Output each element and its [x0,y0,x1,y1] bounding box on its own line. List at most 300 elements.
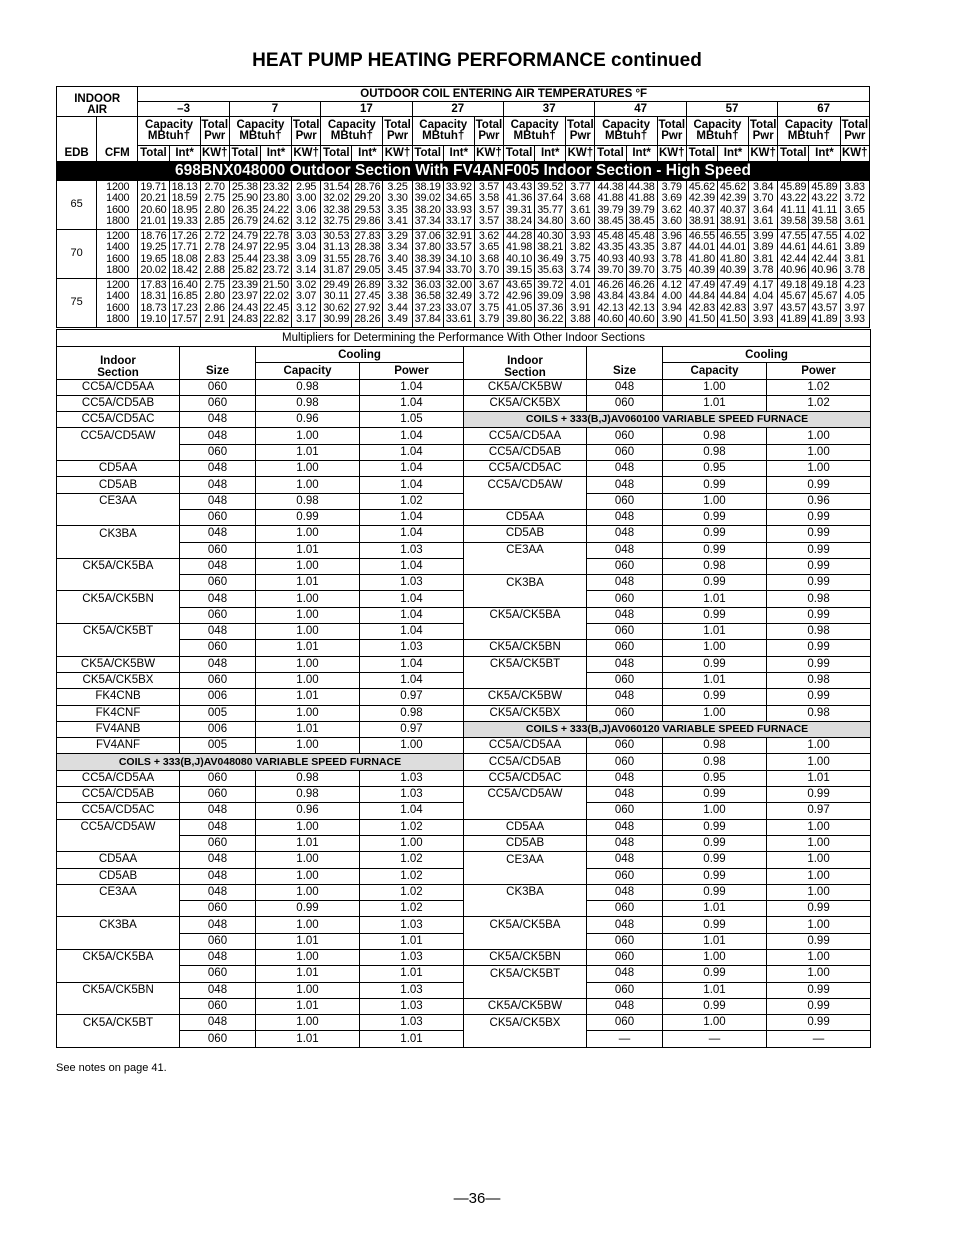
size: 060 [587,1015,663,1031]
power-multiplier: 1.02 [360,493,464,509]
multiplier-row [57,591,871,607]
indoor-section: CC5A/CD5AB [464,754,587,770]
edb-spacer [57,117,97,146]
capacity-multiplier: 1.01 [256,689,360,705]
power-multiplier: 1.03 [360,949,464,965]
multiplier-row [57,787,871,803]
size: 060 [180,607,256,623]
performance-cell: 18.76 19.25 19.65 20.02 [138,229,169,278]
power-header: Power [767,363,871,379]
performance-cell: 25.38 25.90 26.35 26.79 [229,180,260,229]
size: 060 [587,444,663,460]
kw-subheader: KW† [566,146,595,162]
multiplier-row [57,461,871,477]
indoor-section [57,998,180,1014]
power-multiplier: — [767,1031,871,1047]
indoor-section: CK3BA [57,917,180,933]
indoor-section [57,444,180,460]
indoor-section [464,493,587,509]
multiplier-row [57,852,871,868]
capacity-multiplier: 1.00 [256,884,360,900]
indoor-section: CK5A/CK5BT [57,624,180,640]
indoor-section: CK5A/CK5BN [57,591,180,607]
size: 060 [587,933,663,949]
performance-cell: 43.65 42.96 41.05 39.80 [504,278,535,327]
power-multiplier: 0.99 [767,607,871,623]
indoor-section: CC5A/CD5AC [464,461,587,477]
performance-cell: 16.40 16.85 17.23 17.57 [169,278,200,327]
indoor-section: CC5A/CD5AW [464,787,587,803]
size: 048 [180,656,256,672]
total-subheader: Total [412,146,443,162]
capacity-multiplier: 1.00 [256,738,360,754]
capacity-multiplier: 1.00 [663,379,767,395]
size: 060 [180,835,256,851]
indoor-section: CC5A/CD5AW [464,477,587,493]
capacity-multiplier: 0.99 [663,966,767,982]
capacity-multiplier: 1.00 [663,803,767,819]
size: 060 [587,754,663,770]
total-power-header: Total Pwr [657,117,686,146]
performance-cell: 45.89 43.22 41.11 39.58 [809,180,840,229]
performance-cell: 39.52 37.64 35.77 34.80 [535,180,566,229]
capacity-multiplier: 0.96 [256,803,360,819]
multiplier-row [57,672,871,688]
size: 005 [180,738,256,754]
capacity-multiplier: 1.00 [256,868,360,884]
power-multiplier: 1.03 [360,917,464,933]
indoor-section: CC5A/CD5AC [464,770,587,786]
capacity-multiplier: 1.01 [663,672,767,688]
indoor-section: CC5A/CD5AA [464,428,587,444]
performance-cell: 3.84 3.70 3.64 3.61 [749,180,778,229]
multiplier-row [57,444,871,460]
size: 060 [587,705,663,721]
edb-header: EDB [57,146,97,162]
multiplier-row [57,754,871,770]
power-header: Power [360,363,464,379]
power-multiplier: 1.00 [767,738,871,754]
furnace-band: COILS + 333(B,J)AV060100 VARIABLE SPEED FURNACE [464,412,871,428]
indoor-section [464,624,587,640]
performance-cell: 32.00 32.49 33.07 33.61 [443,278,474,327]
size: 048 [587,787,663,803]
indoor-section [57,640,180,656]
indoor-section: CE3AA [57,493,180,509]
size: 048 [180,461,256,477]
power-multiplier: 1.00 [767,917,871,933]
int-subheader: Int* [260,146,291,162]
power-multiplier: 1.03 [360,575,464,591]
power-multiplier: 1.01 [767,770,871,786]
power-multiplier: 0.97 [360,721,464,737]
capacity-multiplier: 1.01 [663,982,767,998]
indoor-section: CD5AB [57,868,180,884]
size: 060 [587,493,663,509]
indoor-section: CK5A/CK5BT [464,966,587,982]
size: 048 [587,884,663,900]
indoor-section [57,607,180,623]
multiplier-row [57,705,871,721]
capacity-multiplier: 1.00 [256,949,360,965]
indoor-air-header: INDOOR AIR [57,87,138,117]
performance-cell: 2.72 2.78 2.83 2.88 [200,229,229,278]
multiplier-row [57,607,871,623]
temp-header: 47 [595,102,686,117]
multiplier-row [57,949,871,965]
size: 060 [180,379,256,395]
capacity-multiplier: 1.01 [256,1031,360,1047]
performance-cell: 45.48 43.35 40.93 39.70 [626,229,657,278]
power-multiplier: 1.04 [360,444,464,460]
capacity-multiplier: 0.98 [663,754,767,770]
capacity-multiplier: 1.01 [256,933,360,949]
heating-performance-table [56,86,870,328]
indoor-section: CK5A/CK5BX [464,705,587,721]
capacity-multiplier: 1.00 [256,705,360,721]
indoor-section: CD5AA [464,509,587,525]
indoor-section: CC5A/CD5AA [464,738,587,754]
capacity-multiplier: 1.00 [256,982,360,998]
power-multiplier: 0.98 [767,591,871,607]
indoor-section: CD5AB [464,835,587,851]
performance-cell: 4.02 3.89 3.81 3.78 [840,229,870,278]
power-multiplier: 1.03 [360,1015,464,1031]
power-multiplier: 0.99 [767,558,871,574]
indoor-section: CE3AA [464,542,587,558]
capacity-multiplier: 1.00 [256,819,360,835]
size: 060 [587,640,663,656]
size: 048 [180,526,256,542]
indoor-section-multipliers-table [56,329,871,1048]
capacity-multiplier: 1.01 [256,835,360,851]
temp-header: 27 [412,102,503,117]
performance-cell: 4.23 4.05 3.97 3.93 [840,278,870,327]
performance-cell: 37.06 37.80 38.39 37.94 [412,229,443,278]
int-subheader: Int* [443,146,474,162]
indoor-section: CK5A/CK5BA [464,917,587,933]
capacity-multiplier: 1.00 [256,428,360,444]
size: 048 [587,998,663,1014]
power-multiplier: 0.99 [767,526,871,542]
performance-cell: 3.62 3.65 3.68 3.70 [474,229,503,278]
power-multiplier: 1.04 [360,558,464,574]
capacity-header: Capacity [256,363,360,379]
capacity-multiplier: 1.01 [256,444,360,460]
power-multiplier: 1.02 [360,901,464,917]
power-multiplier: 1.03 [360,542,464,558]
performance-cell: 46.26 43.84 42.13 40.60 [595,278,626,327]
performance-cell: 17.26 17.71 18.08 18.42 [169,229,200,278]
size: 060 [180,542,256,558]
size: 048 [180,428,256,444]
capacity-multiplier: 0.99 [663,526,767,542]
size: 048 [587,477,663,493]
size: 060 [180,444,256,460]
size: 060 [587,949,663,965]
size: 060 [587,982,663,998]
size: 060 [180,672,256,688]
power-multiplier: 0.99 [767,787,871,803]
performance-cell: 43.43 41.36 39.31 38.24 [504,180,535,229]
multiplier-row [57,526,871,542]
indoor-section: FK4CNB [57,689,180,705]
power-multiplier: 0.99 [767,998,871,1014]
capacity-multiplier: 0.98 [663,444,767,460]
capacity-multiplier: 1.00 [256,656,360,672]
indoor-section [464,933,587,949]
indoor-section: FV4ANB [57,721,180,737]
indoor-section: CK5A/CK5BA [57,949,180,965]
capacity-multiplier: 0.99 [256,901,360,917]
power-multiplier: 1.04 [360,656,464,672]
size: 048 [180,884,256,900]
power-multiplier: 1.00 [767,819,871,835]
performance-cell: 3.83 3.72 3.65 3.61 [840,180,870,229]
size: 060 [180,966,256,982]
capacity-multiplier: 1.00 [256,461,360,477]
total-power-header: Total Pwr [474,117,503,146]
cfm-values: 1200 1400 1600 1800 [97,180,138,229]
power-multiplier: 1.04 [360,607,464,623]
performance-cell: 46.55 44.01 41.80 40.39 [717,229,748,278]
multiplier-row [57,640,871,656]
performance-cell: 3.03 3.04 3.09 3.14 [292,229,321,278]
size: — [587,1031,663,1047]
performance-cell: 47.49 44.84 42.83 41.50 [686,278,717,327]
indoor-section: CK5A/CK5BW [464,998,587,1014]
indoor-section: CC5A/CD5AB [57,395,180,411]
multiplier-row [57,738,871,754]
capacity-multiplier: 0.99 [256,509,360,525]
performance-cell: 23.32 23.80 24.22 24.62 [260,180,291,229]
multiplier-row [57,803,871,819]
performance-cell: 3.02 3.07 3.12 3.17 [292,278,321,327]
size: 060 [587,672,663,688]
indoor-section: CK5A/CK5BN [57,982,180,998]
multiplier-row [57,493,871,509]
size-header-spacer [587,347,663,363]
size: 006 [180,721,256,737]
size: 060 [587,395,663,411]
multiplier-row [57,917,871,933]
indoor-section [464,672,587,688]
indoor-section: CK5A/CK5BW [57,656,180,672]
size: 060 [587,803,663,819]
size: 060 [587,624,663,640]
size: 048 [180,949,256,965]
size: 048 [180,917,256,933]
power-multiplier: 1.02 [767,395,871,411]
size: 048 [587,542,663,558]
size: 060 [587,868,663,884]
int-subheader: Int* [626,146,657,162]
performance-cell: 33.92 34.65 33.93 33.17 [443,180,474,229]
multiplier-row [57,901,871,917]
indoor-section: CK5A/CK5BA [57,558,180,574]
indoor-section [464,558,587,574]
indoor-section: CC5A/CD5AW [57,819,180,835]
total-power-header: Total Pwr [292,117,321,146]
total-power-header: Total Pwr [840,117,870,146]
indoor-section [57,966,180,982]
power-multiplier: 1.02 [767,379,871,395]
multiplier-row [57,477,871,493]
multiplier-caption: Multipliers for Determining the Performance With Other Indoor Sections [57,330,871,347]
power-multiplier: 0.99 [767,982,871,998]
size: 048 [587,509,663,525]
capacity-multiplier: 0.98 [256,787,360,803]
performance-cell: 28.76 29.20 29.53 29.86 [352,180,383,229]
power-multiplier: 0.99 [767,689,871,705]
total-subheader: Total [504,146,535,162]
power-multiplier: 1.02 [360,819,464,835]
indoor-section: CC5A/CD5AB [57,787,180,803]
outdoor-temp-header: OUTDOOR COIL ENTERING AIR TEMPERATURES °F [138,87,870,102]
multiplier-row [57,770,871,786]
capacity-multiplier: 0.99 [663,607,767,623]
performance-cell: 36.03 36.58 37.23 37.84 [412,278,443,327]
power-multiplier: 0.96 [767,493,871,509]
capacity-multiplier: 1.00 [256,1015,360,1031]
performance-cell: 45.62 42.39 40.37 38.91 [717,180,748,229]
indoor-section [57,835,180,851]
size: 048 [587,689,663,705]
power-multiplier: 1.03 [360,982,464,998]
size: 060 [180,640,256,656]
power-multiplier: 0.97 [360,689,464,705]
multiplier-row [57,835,871,851]
capacity-header: Capacity MBtuh† [595,117,657,146]
power-multiplier: 0.98 [360,705,464,721]
capacity-multiplier: 1.01 [663,901,767,917]
multiplier-row [57,509,871,525]
capacity-multiplier: 0.99 [663,542,767,558]
temp-header: 37 [504,102,595,117]
capacity-multiplier: 1.01 [663,591,767,607]
size: 048 [587,770,663,786]
capacity-multiplier: 0.99 [663,868,767,884]
indoor-section: FK4CNF [57,705,180,721]
power-multiplier: 1.00 [767,949,871,965]
multiplier-row [57,868,871,884]
performance-cell: 2.70 2.75 2.80 2.85 [200,180,229,229]
total-subheader: Total [229,146,260,162]
indoor-section [57,1031,180,1047]
indoor-section: CC5A/CD5AA [57,770,180,786]
performance-cell: 3.57 3.58 3.57 3.57 [474,180,503,229]
capacity-header: Capacity MBtuh† [321,117,383,146]
cooling-header: Cooling [256,347,464,363]
multiplier-row [57,1015,871,1031]
size: 048 [180,803,256,819]
size: 060 [587,428,663,444]
int-subheader: Int* [809,146,840,162]
performance-cell: 2.75 2.80 2.86 2.91 [200,278,229,327]
power-multiplier: 1.00 [360,738,464,754]
size: 048 [180,982,256,998]
size: 048 [180,624,256,640]
size-header: Size [587,363,663,379]
capacity-multiplier: 0.98 [663,428,767,444]
power-multiplier: 1.04 [360,526,464,542]
size-header-spacer [180,347,256,363]
power-multiplier: 0.99 [767,933,871,949]
capacity-multiplier: 1.00 [256,526,360,542]
performance-cell: 30.53 31.13 31.55 31.87 [321,229,352,278]
indoor-section [57,901,180,917]
capacity-multiplier: 1.01 [256,966,360,982]
indoor-section [464,1031,587,1047]
indoor-section: CK5A/CK5BX [464,1015,587,1031]
total-power-header: Total Pwr [200,117,229,146]
multiplier-row [57,542,871,558]
indoor-section [57,933,180,949]
capacity-multiplier: 0.99 [663,819,767,835]
performance-cell: 3.79 3.69 3.62 3.60 [657,180,686,229]
capacity-multiplier: 0.96 [256,412,360,428]
power-multiplier: 1.04 [360,379,464,395]
capacity-multiplier: 1.01 [256,640,360,656]
performance-cell: 18.13 18.59 18.95 19.33 [169,180,200,229]
multiplier-row [57,575,871,591]
capacity-multiplier: 0.98 [256,395,360,411]
power-multiplier: 0.98 [767,624,871,640]
kw-subheader: KW† [749,146,778,162]
size: 006 [180,689,256,705]
indoor-section [464,982,587,998]
size: 048 [180,591,256,607]
power-multiplier: 1.00 [767,868,871,884]
total-subheader: Total [138,146,169,162]
power-multiplier: 0.98 [767,705,871,721]
power-multiplier: 1.04 [360,461,464,477]
multiplier-row [57,428,871,444]
performance-cell: 40.30 38.21 36.49 35.63 [535,229,566,278]
performance-cell: 3.25 3.30 3.35 3.41 [383,180,412,229]
indoor-section [464,901,587,917]
multiplier-row [57,689,871,705]
capacity-header: Capacity MBtuh† [412,117,474,146]
size: 048 [180,868,256,884]
size: 060 [180,509,256,525]
power-multiplier: 0.99 [767,901,871,917]
performance-cell: 3.99 3.89 3.81 3.78 [749,229,778,278]
performance-cell: 38.19 39.02 38.20 37.34 [412,180,443,229]
size: 060 [180,575,256,591]
size: 048 [180,1015,256,1031]
performance-cell: 47.49 44.84 42.83 41.50 [717,278,748,327]
size: 048 [587,917,663,933]
total-power-header: Total Pwr [566,117,595,146]
power-multiplier: 1.02 [360,884,464,900]
performance-cell: 26.89 27.45 27.92 28.26 [352,278,383,327]
power-multiplier: 1.03 [360,787,464,803]
power-multiplier: 0.99 [767,542,871,558]
kw-subheader: KW† [840,146,870,162]
indoor-section: CD5AB [57,477,180,493]
performance-cell: 49.18 45.67 43.57 41.89 [778,278,809,327]
capacity-multiplier: 1.00 [256,624,360,640]
performance-cell: 23.39 23.97 24.43 24.83 [229,278,260,327]
capacity-multiplier: 0.99 [663,689,767,705]
performance-cell: 47.55 44.61 42.44 40.96 [778,229,809,278]
size: 060 [587,738,663,754]
performance-cell: 45.62 42.39 40.37 38.91 [686,180,717,229]
cfm-values: 1200 1400 1600 1800 [97,278,138,327]
multiplier-row [57,395,871,411]
capacity-multiplier: 1.00 [663,640,767,656]
